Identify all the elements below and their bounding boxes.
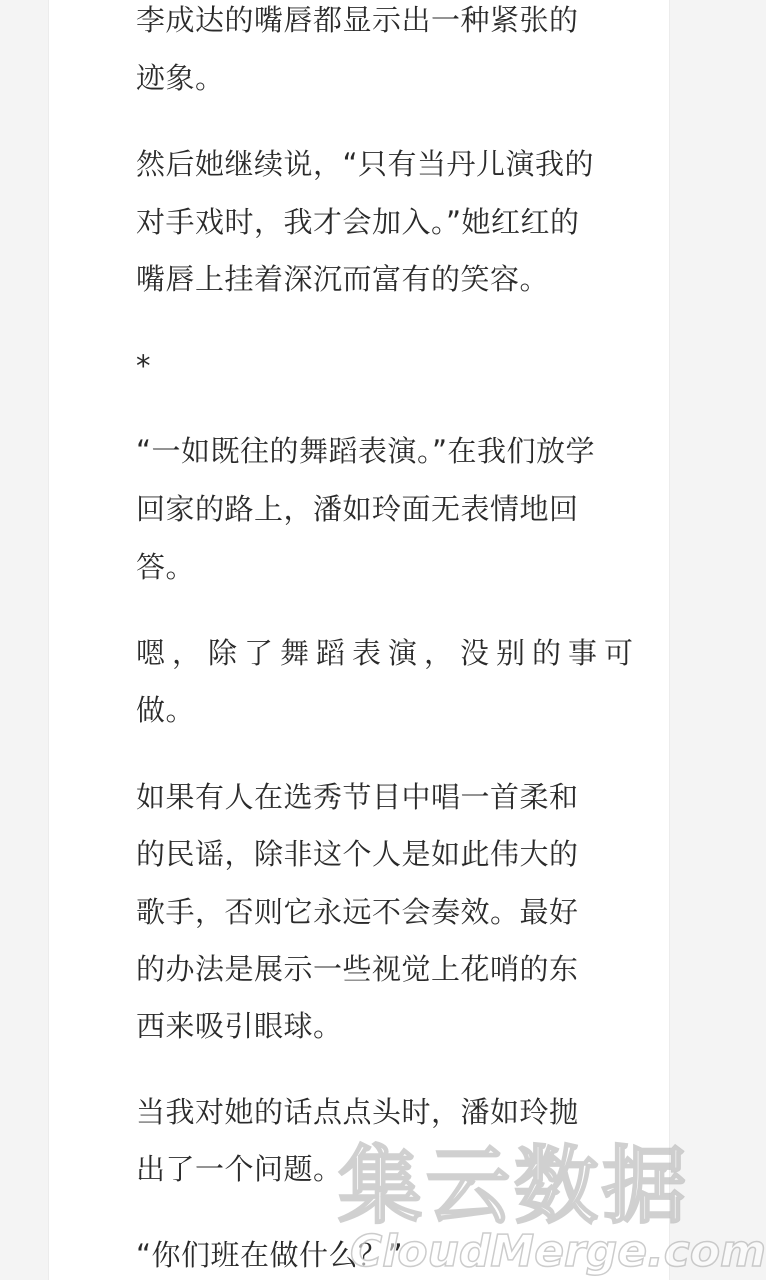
- watermark-chinese: 集云数据: [338, 1137, 691, 1235]
- text-line: 嗯，除了舞蹈表演，没别的事可: [136, 636, 641, 670]
- text-line: 的办法是展示一些视觉上花哨的东: [136, 952, 579, 986]
- text-line: 李成达的嘴唇都显示出一种紧张的: [136, 3, 579, 37]
- text-line: 做。: [136, 693, 196, 727]
- text-line: 出了一个问题。: [136, 1152, 343, 1186]
- text-line: 回家的路上，潘如玲面无表情地回: [136, 492, 579, 526]
- text-line: 歌手，否则它永远不会奏效。最好: [136, 895, 579, 929]
- text-line: 西来吸引眼球。: [136, 1009, 343, 1043]
- text-line: 对手戏时，我才会加入。”她红红的: [136, 205, 580, 239]
- text-line: 的民谣，除非这个人是如此伟大的: [136, 837, 579, 871]
- text-line: 如果有人在选秀节目中唱一首柔和: [136, 780, 579, 814]
- section-break: *: [136, 349, 151, 383]
- text-line: 答。: [136, 550, 196, 584]
- text-line: “你们班在做什么？”: [136, 1238, 404, 1272]
- text-line: 然后她继续说，“只有当丹儿演我的: [136, 147, 595, 181]
- watermark-english: CloudMerge.com: [350, 1226, 766, 1277]
- text-line: 迹象。: [136, 61, 225, 95]
- text-line: 嘴唇上挂着深沉而富有的笑容。: [136, 262, 550, 296]
- text-line: 当我对她的话点点头时，潘如玲抛: [136, 1095, 579, 1129]
- text-line: “一如既往的舞蹈表演。”在我们放学: [136, 434, 596, 468]
